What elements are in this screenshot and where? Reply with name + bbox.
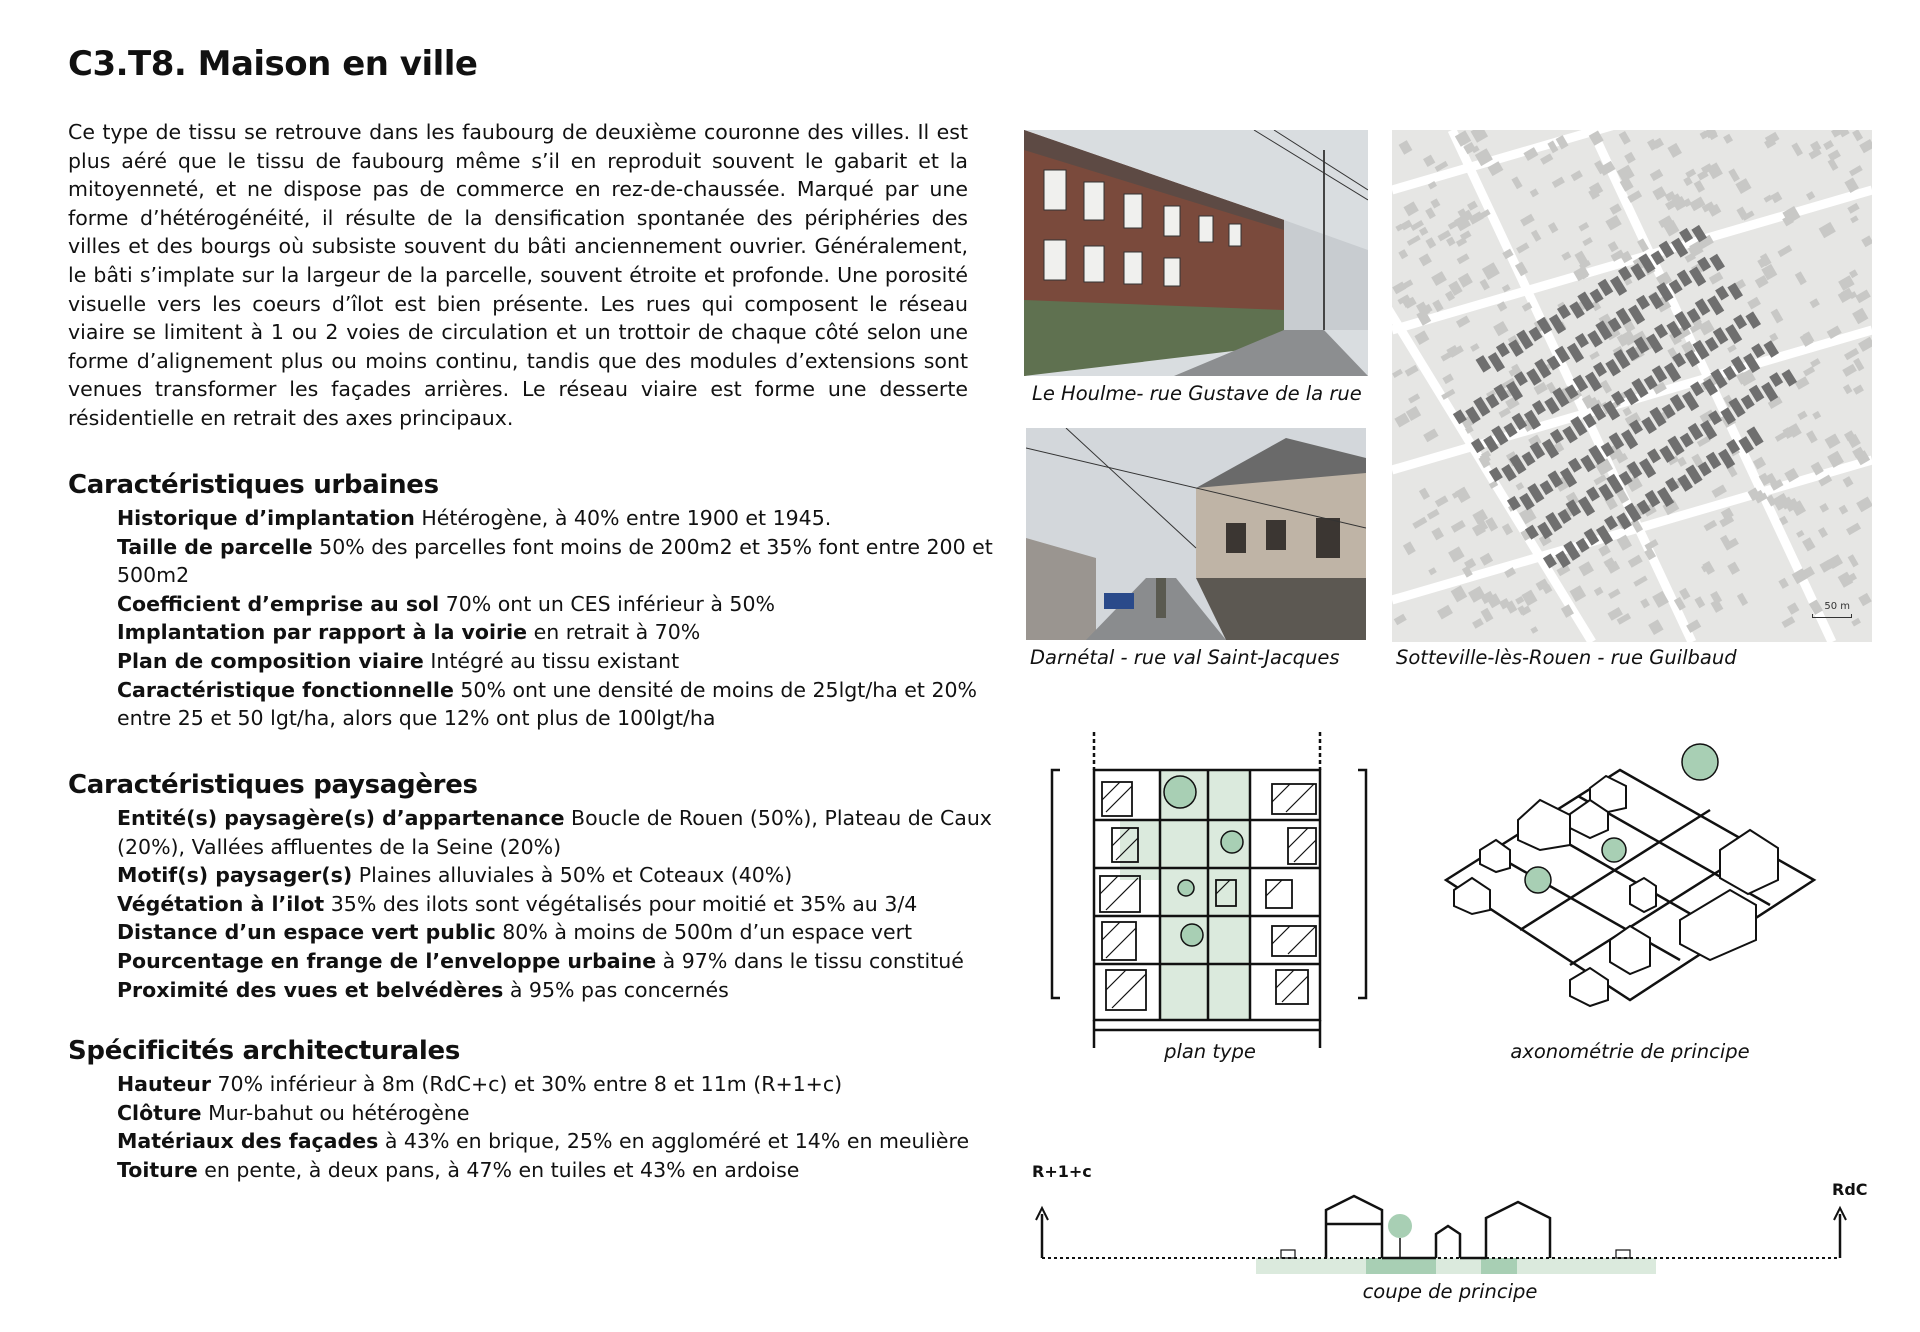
section-item-label: Distance d’un espace vert public [117,920,496,945]
section-item-text: Intégré au tissu existant [423,648,680,673]
section-item-text: 80% à moins de 500m d’un espace vert [495,920,913,945]
photo1-caption: Le Houlme- rue Gustave de la rue [1032,382,1362,405]
section-item-label: Coefficient d’emprise au sol [117,591,440,616]
section-item-label: Pourcentage en frange de l’enveloppe urbaine [117,948,657,973]
section-items [68,804,1008,1004]
section-item-label: Implantation par rapport à la voirie [117,620,528,645]
section-item-label: Matériaux des façades [117,1129,379,1154]
section-item-label: Plan de composition viaire [117,648,424,673]
section-item [117,618,1008,647]
section-right-label: RdC [1832,1180,1868,1199]
tree-icon [1682,744,1718,780]
section-caption: coupe de principe [1362,1280,1538,1303]
section-item-label: Historique d’implantation [117,506,415,530]
section-item [117,804,1008,861]
plan-type-sketch [1050,730,1370,1050]
map-scale-label: 50 m [1824,601,1850,612]
section-item-text: en retrait à 70% [527,620,701,645]
section-item [117,947,1008,976]
section-item-text: 70% inférieur à 8m (RdC+c) et 30% entre 8 et 11m (R+1+c) [211,1072,843,1096]
section-item-text: 50% ont une densité de moins de 25lgt/ha et 20% entre 25 et 50 lgt/ha, alors que 12% ont plus de 100lgt/ha [117,677,978,731]
map-caption: Sotteville-lès-Rouen - rue Guilbaud [1396,646,1737,669]
section-heading: Caractéristiques paysagères [68,770,478,800]
section-item [117,861,1008,890]
section-item [117,647,1008,676]
section-items [68,1070,1008,1184]
section-item-text: Boucle de Rouen (50%), Plateau de Caux (20%), Vallées affluentes de la Seine (20%) [117,806,992,859]
section-heading: Caractéristiques urbaines [68,470,439,500]
section-item-text: Hétérogène, à 40% entre 1900 et 1945. [414,506,832,530]
section-item [117,1070,1008,1099]
tree-icon [1164,776,1196,808]
section-paysageres [68,770,1008,1004]
section-item-text: Plaines alluviales à 50% et Coteaux (40%) [352,863,793,888]
photo-darnetal [1026,428,1366,640]
section-heading: Spécificités architecturales [68,1036,461,1066]
car-icon [1281,1250,1295,1258]
section-item-label: Taille de parcelle [117,534,313,559]
section-item [117,976,1008,1005]
section-item-text: Mur-bahut ou hétérogène [201,1100,470,1125]
section-item-text: 50% des parcelles font moins de 200m2 et 35% font entre 200 et 500m2 [117,534,993,588]
section-item [117,890,1008,919]
section-item [117,533,1008,590]
axonometry-sketch [1430,730,1830,1040]
section-item-label: Végétation à l’ilot [117,891,325,916]
photo2-caption: Darnétal - rue val Saint-Jacques [1030,646,1340,669]
section-item-text: à 95% pas concernés [503,977,729,1002]
section-item-label: Caractéristique fonctionnelle [117,677,454,702]
photo-le-houlme [1024,130,1368,376]
section-urbaines [68,470,1008,733]
tree-icon [1388,1214,1412,1238]
plan-caption: plan type [1164,1040,1256,1063]
section-item-label: Entité(s) paysagère(s) d’appartenance [117,806,565,830]
section-item [117,590,1008,619]
section-item [117,1127,1008,1156]
section-item-text: à 97% dans le tissu constitué [656,948,964,973]
section-item-label: Proximité des vues et belvédères [117,977,504,1002]
section-item [117,676,1008,733]
page-title: C3.T8. Maison en ville [68,44,478,84]
section-sketch [1026,1170,1856,1280]
section-item [117,918,1008,947]
map-sotteville [1392,130,1872,642]
section-architecturales [68,1036,1008,1184]
section-item-text: à 43% en brique, 25% en aggloméré et 14% en meulière [378,1129,970,1154]
section-item-text: 35% des ilots sont végétalisés pour moitié et 35% au 3/4 [324,891,918,916]
section-item [117,1156,1008,1185]
section-item-text: 70% ont un CES inférieur à 50% [439,591,775,616]
street-sign-icon [1156,578,1166,618]
section-item-label: Motif(s) paysager(s) [117,863,353,888]
axo-caption: axonométrie de principe [1510,1040,1750,1063]
section-item-label: Toiture [117,1157,198,1182]
section-item [117,504,1008,533]
intro-paragraph: Ce type de tissu se retrouve dans les faubourg de deuxième couronne des villes. Il est plus aéré que le tissu de faubourg même s’il en reproduit souvent le gabarit et la mitoyenneté, et ne dispose pas de commerce en rez-de-chaussée. Marqué par une forme d’hétérogénéité, il résulte de la densification spontanée des périphéries des villes et des bourgs où subsiste souvent du bâti anciennement ouvrier. Généralement, le bâti s’implate sur la largeur de la parcelle, souvent étroite et profonde. Une porosité visuelle vers les coeurs d’îlot est bien présente. Les rues qui composent le réseau viaire se limitent à 1 ou 2 voies de circulation et un trottoir de chaque côté selon une forme d’alignement plus ou moins continu, tandis que des modules d’extensions sont venues transformer les façades arrières. Le réseau viaire est forme une desserte résidentielle en retrait des axes principaux. [68,120,968,430]
car-icon [1616,1250,1630,1258]
section-left-label: R+1+c [1032,1162,1092,1181]
section-items [68,504,1008,733]
section-item-text: en pente, à deux pans, à 47% en tuiles et 43% en ardoise [197,1157,800,1182]
section-item-label: Clôture [117,1100,202,1125]
section-item [117,1099,1008,1128]
section-item-label: Hauteur [117,1072,211,1096]
map-scale-bar [1812,614,1852,618]
